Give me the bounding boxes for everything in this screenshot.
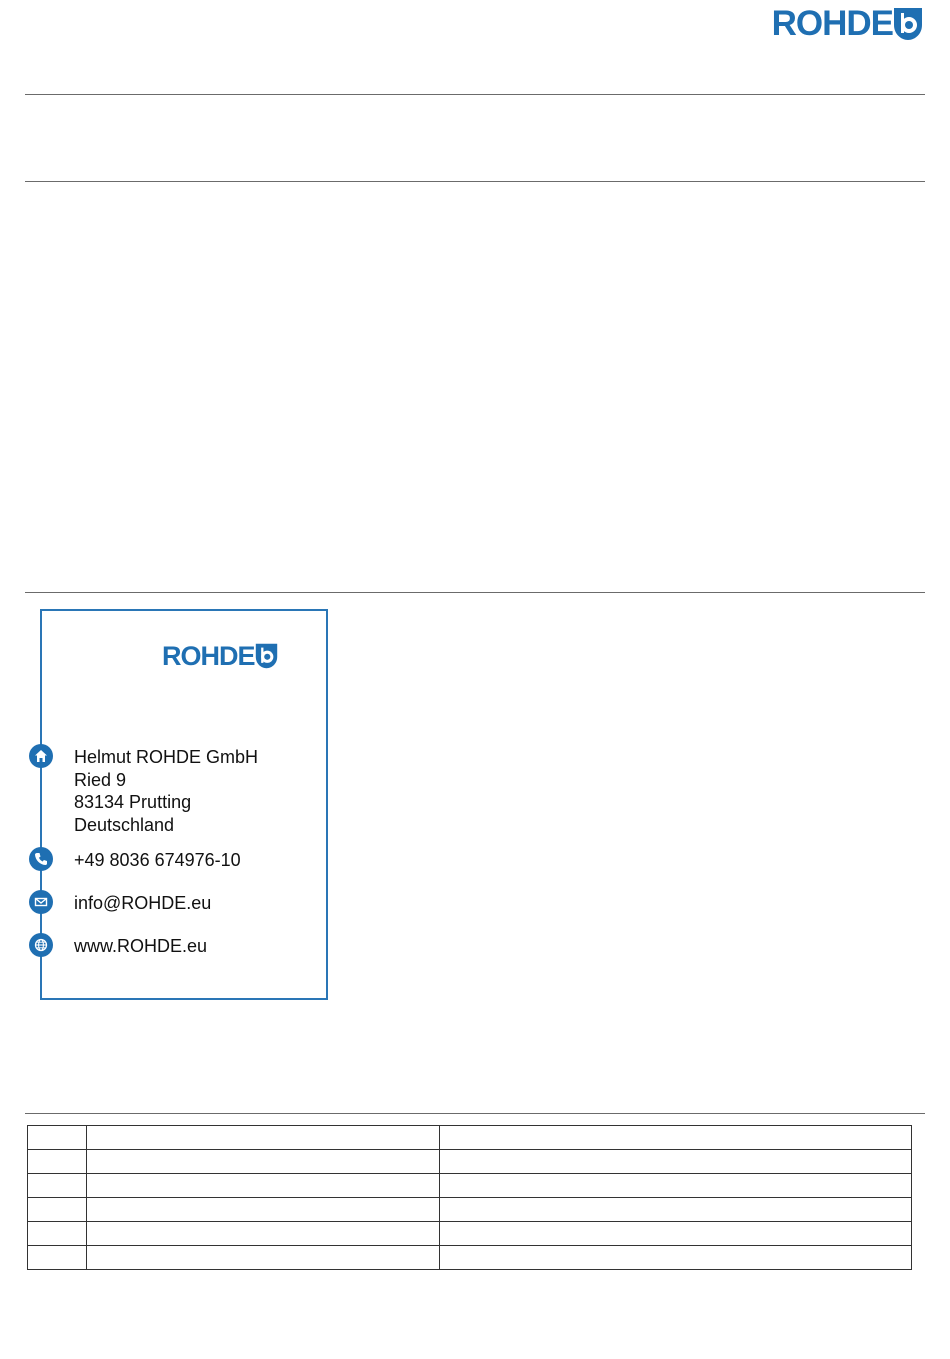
header-logo-text: ROHDE [771,4,893,43]
table-cell [28,1126,87,1150]
home-icon [29,744,53,768]
table-row [28,1126,912,1150]
mail-icon [29,890,53,914]
table-cell [440,1222,912,1246]
globe-icon [29,933,53,957]
table-cell [87,1246,440,1270]
phone-number[interactable]: +49 8036 674976-10 [74,850,241,870]
website-link[interactable]: www.ROHDE.eu [74,936,208,956]
header-divider [25,94,925,95]
table-cell [440,1126,912,1150]
rohde-mark-icon [893,7,923,41]
card-logo [162,642,278,670]
section-divider [25,592,925,593]
section-divider [25,181,925,182]
table-cell [87,1126,440,1150]
table-cell [28,1222,87,1246]
table-cell [440,1150,912,1174]
section-divider [25,1113,925,1114]
table-cell [28,1174,87,1198]
table-cell [440,1174,912,1198]
contact-card [40,609,328,1000]
table-cell [440,1198,912,1222]
table-cell [28,1150,87,1174]
header-logo [772,6,923,42]
table-cell [28,1246,87,1270]
postal-city: 83134 Prutting [74,792,192,813]
table-row [28,1246,912,1270]
table-row [28,1222,912,1246]
company-name: Helmut ROHDE GmbH [74,747,259,767]
table-cell [87,1198,440,1222]
table-cell [87,1222,440,1246]
table-cell [87,1174,440,1198]
card-logo-text: ROHDE [162,641,255,671]
street: Ried 9 [74,769,127,790]
address-block [74,746,258,836]
country: Deutschland [74,814,175,835]
table-row [28,1174,912,1198]
table-cell [28,1198,87,1222]
rohde-mark-icon [255,643,278,669]
revision-table [27,1125,912,1270]
table-row [28,1150,912,1174]
table-row [28,1198,912,1222]
table-cell [440,1246,912,1270]
phone-icon [29,847,53,871]
email-link[interactable]: info@ROHDE.eu [74,893,212,913]
table-cell [87,1150,440,1174]
